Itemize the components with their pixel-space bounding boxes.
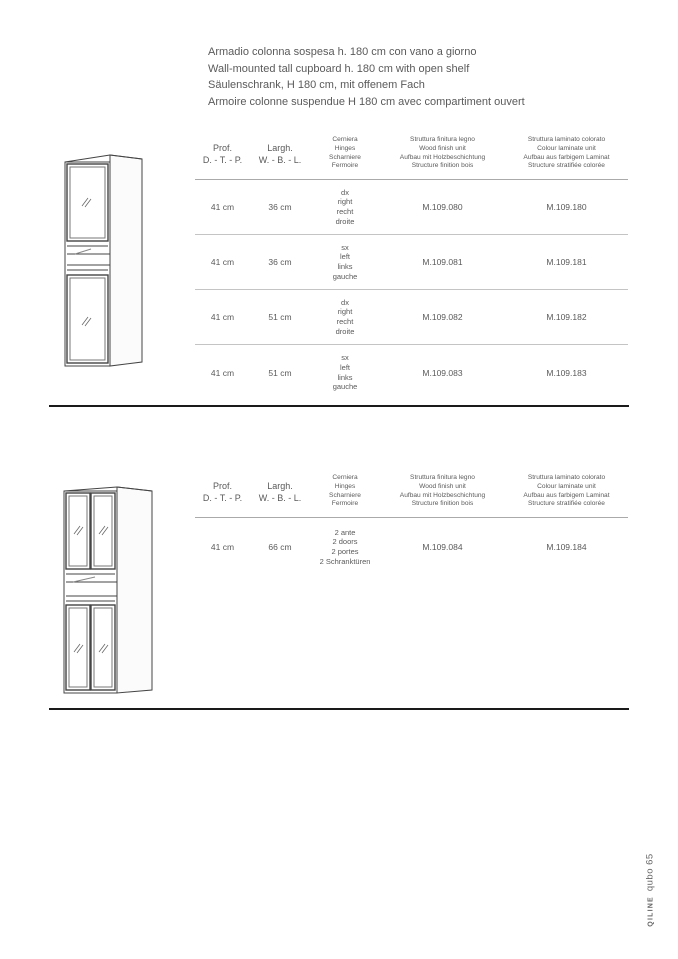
cupboard-double-door-drawing [55, 484, 165, 694]
section1-header-row [195, 128, 628, 180]
section2-header-row [195, 466, 628, 518]
wood-code-cell: M.109.080 [422, 202, 463, 212]
hinge-en: left [339, 252, 350, 262]
cupboard-single-door-drawing [55, 150, 155, 370]
header-wood-en: Wood finish unit [419, 482, 466, 490]
header-largh-abbr: W. - B. - L. [258, 154, 302, 165]
brand-name: QILINE [647, 896, 655, 927]
title-line-de: Säulenschrank, H 180 cm, mit offenem Fach [208, 79, 425, 91]
hinge-de: links [337, 372, 353, 382]
hinge-de: recht [336, 207, 354, 216]
depth-cell: 41 cm [210, 367, 235, 378]
hinge-fr: 2 portes [331, 547, 359, 556]
header-lam-de: Aufbau aus farbigem Laminat [523, 491, 610, 499]
header-hinge-fr: Fermoire [331, 162, 359, 170]
header-wood-fr: Structure finition bois [411, 500, 474, 508]
header-hinge-en: Hinges [334, 144, 356, 152]
header-largh: Largh. [267, 480, 293, 491]
hinge-en: 2 doors [332, 537, 358, 547]
section2-divider [49, 708, 629, 710]
hinge-it: 2 ante [334, 527, 356, 537]
page-brand-label [640, 845, 660, 935]
header-prof: Prof. [212, 142, 232, 153]
wood-code-cell: M.109.083 [422, 367, 463, 378]
hinge-de: recht [336, 317, 354, 326]
table-row [195, 345, 628, 400]
header-wood-it: Struttura finitura legno [410, 473, 475, 481]
title-line-it: Armadio colonna sospesa h. 180 cm con vano a giorno [208, 46, 477, 58]
depth-cell: 41 cm [210, 542, 235, 552]
header-hinge-it: Cerniera [332, 473, 358, 481]
depth-cell: 41 cm [210, 257, 235, 267]
table-row [195, 518, 628, 576]
header-hinge-fr: Fermoire [331, 500, 359, 508]
width-cell: 36 cm [268, 257, 292, 267]
hinge-en: left [339, 362, 350, 372]
product-title [208, 44, 628, 110]
laminate-code-cell: M.109.183 [546, 367, 587, 378]
wood-code-cell: M.109.084 [422, 542, 463, 552]
width-cell: 36 cm [268, 202, 292, 212]
header-lam-fr: Structure stratifiée colorée [528, 162, 605, 170]
header-hinge-de: Scharniere [329, 153, 361, 161]
laminate-code-cell: M.109.180 [546, 202, 587, 212]
section1-divider [49, 405, 629, 407]
header-wood-fr: Structure finition bois [411, 162, 474, 170]
header-largh-abbr: W. - B. - L. [258, 492, 302, 503]
wood-code-cell: M.109.081 [422, 257, 463, 267]
depth-cell: 41 cm [210, 202, 235, 212]
hinge-en: right [337, 307, 353, 317]
header-largh: Largh. [267, 142, 293, 153]
table-row [195, 235, 628, 290]
hinge-en: right [337, 197, 353, 207]
wood-code-cell: M.109.082 [422, 312, 463, 322]
laminate-code-cell: M.109.184 [546, 542, 587, 552]
header-lam-de: Aufbau aus farbigem Laminat [523, 153, 610, 161]
header-hinge-de: Scharniere [329, 491, 361, 499]
depth-cell: 41 cm [210, 312, 235, 322]
title-line-fr: Armoire colonne suspendue H 180 cm avec compartiment ouvert [208, 95, 525, 108]
hinge-it: sx [341, 353, 349, 363]
header-prof-abbr: D. - T. - P. [202, 154, 243, 165]
table-row [195, 290, 628, 345]
hinge-de: links [337, 262, 353, 271]
header-wood-en: Wood finish unit [419, 144, 466, 152]
header-wood-it: Struttura finitura legno [410, 135, 475, 143]
header-wood-de: Aufbau mit Holzbeschichtung [399, 491, 486, 499]
section2-table [195, 466, 628, 576]
hinge-fr: gauche [332, 382, 358, 392]
hinge-fr: droite [335, 216, 355, 226]
header-lam-fr: Structure stratifiée colorée [528, 500, 605, 508]
hinge-fr: gauche [332, 271, 358, 281]
header-wood-de: Aufbau mit Holzbeschichtung [399, 153, 486, 161]
header-lam-it: Struttura laminato colorato [527, 135, 606, 143]
table-row [195, 180, 628, 235]
header-lam-en: Colour laminate unit [537, 482, 596, 490]
header-hinge-it: Cerniera [332, 135, 358, 143]
width-cell: 51 cm [268, 367, 292, 378]
hinge-it: sx [341, 242, 349, 252]
laminate-code-cell: M.109.182 [546, 312, 587, 322]
hinge-it: dx [341, 187, 349, 197]
section1-table [195, 128, 628, 400]
laminate-code-cell: M.109.181 [546, 257, 587, 267]
header-lam-it: Struttura laminato colorato [527, 473, 606, 481]
title-line-en: Wall-mounted tall cupboard h. 180 cm with open shelf [208, 62, 470, 75]
width-cell: 51 cm [268, 312, 292, 322]
header-hinge-en: Hinges [334, 482, 356, 490]
width-cell: 66 cm [268, 542, 292, 552]
header-prof-abbr: D. - T. - P. [202, 492, 243, 503]
header-lam-en: Colour laminate unit [537, 144, 596, 152]
hinge-it: dx [341, 297, 349, 307]
page-model-number: qubo 65 [644, 853, 656, 892]
hinge-fr: droite [335, 326, 355, 336]
header-prof: Prof. [212, 480, 232, 491]
hinge-de: 2 Schranktüren [319, 556, 371, 566]
